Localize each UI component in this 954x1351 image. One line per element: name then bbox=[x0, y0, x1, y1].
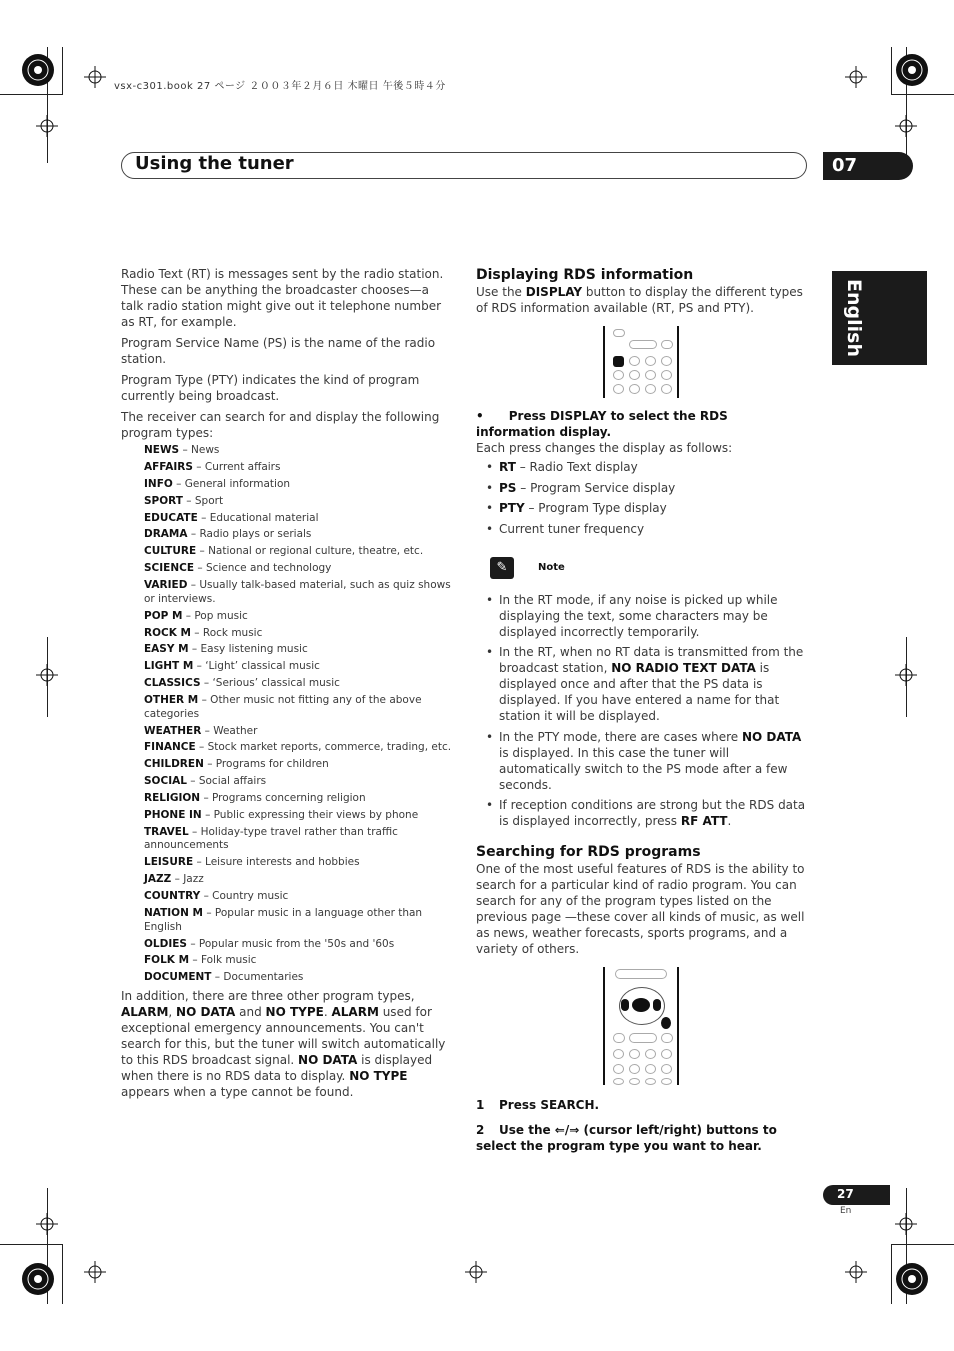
page-language-code: En bbox=[840, 1206, 852, 1216]
crosshair-icon bbox=[84, 1261, 106, 1283]
program-type-item: OLDIES – Popular music from the '50s and '60s bbox=[144, 937, 395, 950]
list-item: • In the RT mode, if any noise is picked up while displaying the text, some characters may be displayed incorrectly temporarily. bbox=[476, 592, 808, 640]
list-item: • Current tuner frequency bbox=[476, 521, 808, 537]
intro-paragraph: Program Service Name (PS) is the name of the radio station. bbox=[121, 336, 436, 366]
list-item: • In the RT, when no RT data is transmitted from the broadcast station, NO RADIO TEXT DATA is displayed once and after that the PS data is displayed. If you have entered a name for that station it will be displayed. bbox=[476, 644, 808, 724]
program-type-item: SOCIAL – Social affairs bbox=[144, 775, 267, 788]
registration-wheel-icon bbox=[21, 1262, 55, 1296]
crosshair-icon bbox=[895, 115, 917, 137]
program-type-list bbox=[144, 444, 453, 985]
display-mode-list bbox=[476, 459, 808, 537]
registration-wheel-icon bbox=[895, 1262, 929, 1296]
program-type-item: NATION M – Popular music in a language other than English bbox=[144, 907, 423, 933]
program-type-item: DOCUMENT – Documentaries bbox=[144, 971, 304, 984]
program-type-item: LIGHT M – ‘Light’ classical music bbox=[144, 660, 320, 673]
program-type-item: CHILDREN – Programs for children bbox=[144, 758, 329, 771]
pencil-icon: ✎ bbox=[490, 557, 514, 579]
crosshair-icon bbox=[36, 1213, 58, 1235]
crosshair-icon bbox=[36, 115, 58, 137]
crosshair-icon bbox=[845, 66, 867, 88]
program-type-item: CLASSICS – ‘Serious’ classical music bbox=[144, 677, 340, 690]
program-type-item: INFO – General information bbox=[144, 477, 291, 490]
program-type-item: LEISURE – Leisure interests and hobbies bbox=[144, 856, 360, 869]
search-button bbox=[632, 998, 650, 1012]
program-type-item: VARIED – Usually talk-based material, such as quiz shows or interviews. bbox=[144, 579, 451, 605]
note-header bbox=[490, 557, 808, 579]
list-item: • In the PTY mode, there are cases where NO DATA is displayed. In this case the tuner will automatically switch to the PS mode after a few seconds. bbox=[476, 729, 808, 793]
list-item: • PTY – Program Type display bbox=[476, 500, 808, 516]
program-type-item: FOLK M – Folk music bbox=[144, 954, 257, 967]
right-column bbox=[476, 266, 808, 1154]
chapter-number: 07 bbox=[823, 152, 913, 180]
registration-wheel-icon bbox=[21, 53, 55, 87]
remote-illustration-search bbox=[603, 967, 679, 1085]
remote-illustration-display bbox=[603, 326, 679, 398]
cursor-left-button bbox=[621, 999, 629, 1011]
display-button bbox=[613, 356, 624, 367]
list-item: • If reception conditions are strong but the RDS data is displayed incorrectly, press RF ATT. bbox=[476, 797, 808, 829]
display-step-desc: Each press changes the display as follows: bbox=[476, 441, 733, 455]
crosshair-icon bbox=[895, 1213, 917, 1235]
intro-paragraph: Radio Text (RT) is messages sent by the radio station. These can be anything the broadcaster chooses—a talk radio station might give out it telephone number as RT, for example. bbox=[121, 267, 444, 329]
program-type-item: CULTURE – National or regional culture, theatre, etc. bbox=[144, 545, 424, 558]
display-step: • Press DISPLAY to select the RDS information display. bbox=[476, 409, 732, 439]
program-type-item: OTHER M – Other music not fitting any of the above categories bbox=[144, 694, 422, 720]
crosshair-icon bbox=[845, 1261, 867, 1283]
searching-body: One of the most useful features of RDS is the ability to search for a particular kind of radio program. You can search for any of the program types listed on the previous page —these cover all kinds of music, as well as news, weather forecasts, sports programs, and a variety of others. bbox=[476, 862, 805, 956]
program-type-item: RELIGION – Programs concerning religion bbox=[144, 792, 366, 805]
intro-paragraph: Program Type (PTY) indicates the kind of program currently being broadcast. bbox=[121, 373, 420, 403]
crosshair-icon bbox=[84, 66, 106, 88]
program-type-item: DRAMA – Radio plays or serials bbox=[144, 528, 312, 541]
program-type-item: NEWS – News bbox=[144, 444, 220, 456]
note-label: Note bbox=[538, 562, 565, 573]
program-type-item: WEATHER – Weather bbox=[144, 724, 258, 737]
registration-wheel-icon bbox=[895, 53, 929, 87]
program-type-item: POP M – Pop music bbox=[144, 609, 248, 622]
program-type-item: JAZZ – Jazz bbox=[144, 873, 204, 886]
list-item: • RT – Radio Text display bbox=[476, 459, 808, 475]
closing-paragraph: In addition, there are three other program types, ALARM, NO DATA and NO TYPE. ALARM used for exceptional emergency announcements. You can't search for this, but the tuner will switch automatically to this RDS broadcast signal. NO DATA is displayed when there is no RDS data to display. NO TYPE appears when a type cannot be found. bbox=[121, 989, 446, 1100]
program-type-item: FINANCE – Stock market reports, commerce, trading, etc. bbox=[144, 741, 452, 754]
cursor-right-button bbox=[653, 999, 661, 1011]
language-tab-label: English bbox=[843, 279, 865, 357]
page-number: 27 bbox=[823, 1185, 890, 1205]
search-step-1: 1 Press SEARCH. bbox=[476, 1098, 600, 1112]
page-title: Using the tuner bbox=[135, 153, 294, 174]
intro-paragraph: The receiver can search for and display the following program types: bbox=[121, 410, 440, 440]
program-type-item: COUNTRY – Country music bbox=[144, 890, 289, 903]
displaying-intro: Use the DISPLAY button to display the different types of RDS information available (RT, PS and PTY). bbox=[476, 285, 803, 315]
program-type-item: TRAVEL – Holiday-type travel rather than traffic announcements bbox=[144, 825, 398, 852]
crosshair-icon bbox=[465, 1261, 487, 1283]
program-type-item: AFFAIRS – Current affairs bbox=[144, 460, 281, 473]
program-type-item: EDUCATE – Educational material bbox=[144, 511, 319, 524]
program-type-item: SCIENCE – Science and technology bbox=[144, 562, 332, 575]
program-type-item: PHONE IN – Public expressing their views by phone bbox=[144, 809, 419, 821]
language-tab bbox=[832, 271, 927, 365]
section-heading-searching: Searching for RDS programs bbox=[476, 844, 701, 860]
program-type-item: ROCK M – Rock music bbox=[144, 626, 263, 639]
program-type-item: EASY M – Easy listening music bbox=[144, 643, 308, 656]
section-heading-displaying: Displaying RDS information bbox=[476, 267, 694, 283]
crosshair-icon bbox=[36, 664, 58, 686]
list-item: • PS – Program Service display bbox=[476, 480, 808, 496]
search-step-2: 2 Use the ⇐/⇒ (cursor left/right) buttons to select the program type you want to hear. bbox=[476, 1123, 777, 1153]
crosshair-icon bbox=[895, 664, 917, 686]
print-slug: vsx-c301.book 27 ページ ２００３年２月６日 木曜日 午後５時４分 bbox=[114, 81, 446, 92]
left-column bbox=[121, 266, 453, 1105]
note-list bbox=[476, 592, 808, 830]
program-type-item: SPORT – Sport bbox=[144, 494, 224, 507]
